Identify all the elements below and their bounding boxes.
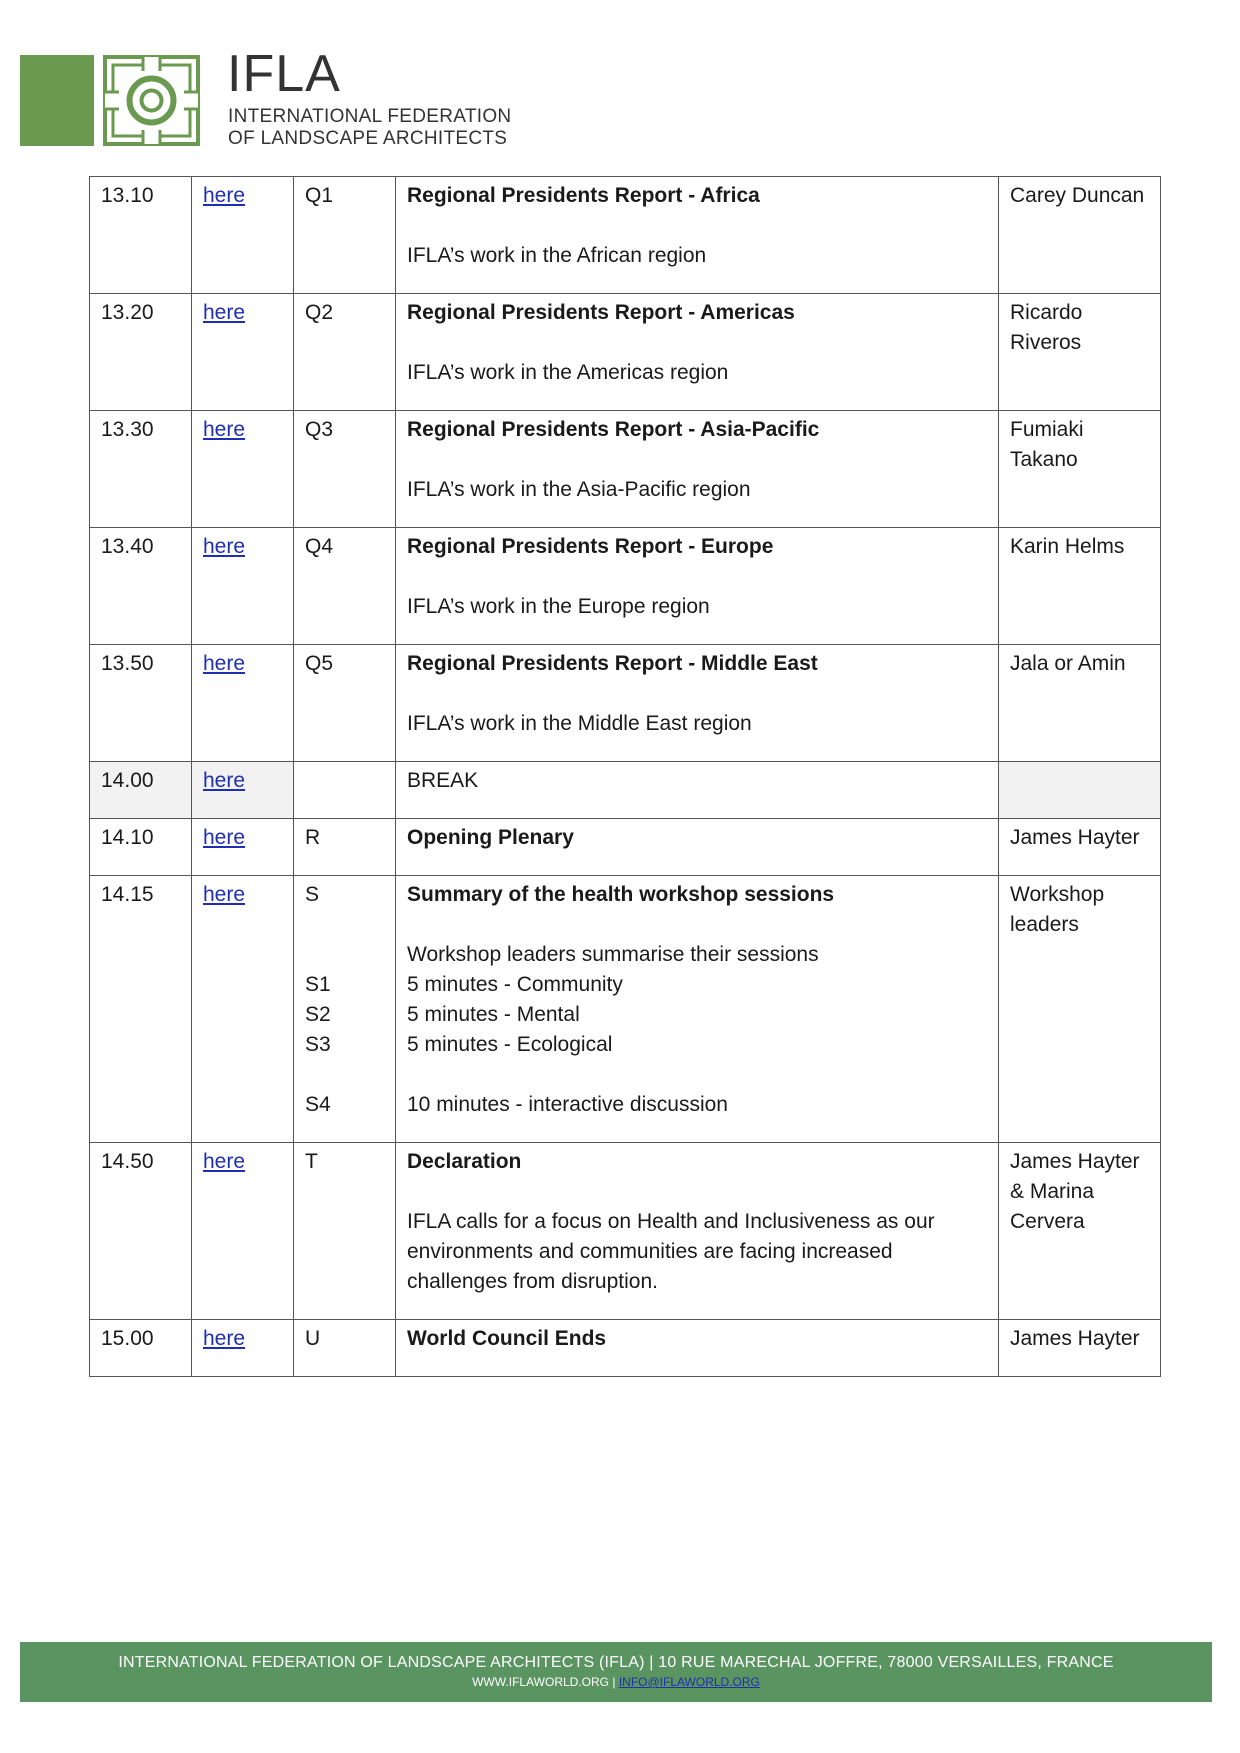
item-title: Regional Presidents Report - Americas [407,301,795,324]
time-cell: 15.00 [90,1320,192,1377]
item-description: IFLA’s work in the African region [407,244,707,267]
presenter-cell: James Hayter & Marina Cervera [999,1143,1161,1320]
presenter-cell: James Hayter [999,819,1161,876]
code-cell [294,762,396,819]
subcode: S4 [305,1093,331,1116]
item-cell [396,294,999,411]
subitem: 5 minutes - Mental [407,1003,580,1026]
agenda-row [90,294,1161,411]
code-cell: T [294,1143,396,1320]
time-cell: 13.20 [90,294,192,411]
item-cell [396,645,999,762]
footer-address: INTERNATIONAL FEDERATION OF LANDSCAPE ARCHITECTS (IFLA) | 10 RUE MARECHAL JOFFRE, 78000 VERSAILLES, FRANCE [118,1654,1114,1671]
time-cell: 13.40 [90,528,192,645]
item-description: Workshop leaders summarise their sessions [407,943,819,966]
time-cell: 14.15 [90,876,192,1143]
item-cell [396,411,999,528]
time-cell: 14.50 [90,1143,192,1320]
here-link[interactable]: here [203,1150,246,1173]
logo-color-block [20,55,94,146]
here-link[interactable]: here [203,652,246,675]
item-cell [396,1320,999,1377]
here-link[interactable]: here [203,769,246,792]
item-title: Summary of the health workshop sessions [407,883,835,906]
here-link[interactable]: here [203,883,246,906]
agenda-row-break [90,762,1161,819]
agenda-row [90,645,1161,762]
presenter-cell: Ricardo Riveros [999,294,1161,411]
footer-email-link[interactable]: INFO@IFLAWORLD.ORG [618,1675,760,1689]
item-cell [396,819,999,876]
code-cell: U [294,1320,396,1377]
item-description: IFLA’s work in the Middle East region [407,712,752,735]
logo-title: IFLA [227,45,341,103]
footer-separator: | [612,1675,616,1689]
logo-subtitle [228,106,511,150]
code-cell: R [294,819,396,876]
here-link[interactable]: here [203,1327,246,1350]
here-link[interactable]: here [203,184,246,207]
item-cell [396,177,999,294]
item-title: Regional Presidents Report - Europe [407,535,774,558]
here-link[interactable]: here [203,301,246,324]
agenda-row [90,411,1161,528]
page-footer [20,1642,1212,1702]
presenter-cell [999,762,1161,819]
time-cell: 14.00 [90,762,192,819]
item-title: BREAK [407,769,479,792]
agenda-row [90,528,1161,645]
item-description: IFLA’s work in the Americas region [407,361,729,384]
subitem: 5 minutes - Community [407,973,623,996]
code-main: S [305,883,320,906]
item-title: Regional Presidents Report - Middle East [407,652,818,675]
time-cell: 13.50 [90,645,192,762]
subitem: 5 minutes - Ecological [407,1033,613,1056]
item-title: Declaration [407,1150,522,1173]
time-cell: 13.30 [90,411,192,528]
presenter-cell: Fumiaki Takano [999,411,1161,528]
agenda-table [89,176,1161,1377]
item-description: IFLA’s work in the Asia-Pacific region [407,478,751,501]
subcode: S1 [305,973,331,996]
code-cell: Q4 [294,528,396,645]
time-cell: 13.10 [90,177,192,294]
logo-subtitle-line-2: OF LANDSCAPE ARCHITECTS [228,128,508,149]
code-cell: Q1 [294,177,396,294]
item-description: IFLA calls for a focus on Health and Inclusiveness as our environments and communities are facing increased challenges from disruption. [407,1210,935,1293]
item-title: Regional Presidents Report - Africa [407,184,760,207]
presenter-cell: Workshop leaders [999,876,1161,1143]
presenter-cell: James Hayter [999,1320,1161,1377]
agenda-row [90,876,1161,1143]
footer-contact [20,1675,1212,1689]
code-cell [294,876,396,1143]
presenter-cell: Karin Helms [999,528,1161,645]
ifla-logo-icon [103,55,200,146]
presenter-cell: Carey Duncan [999,177,1161,294]
item-title: World Council Ends [407,1327,607,1350]
item-title: Opening Plenary [407,826,574,849]
item-cell [396,762,999,819]
item-title: Regional Presidents Report - Asia-Pacific [407,418,820,441]
item-cell [396,528,999,645]
here-link[interactable]: here [203,418,246,441]
presenter-cell: Jala or Amin [999,645,1161,762]
here-link[interactable]: here [203,826,246,849]
time-cell: 14.10 [90,819,192,876]
item-cell [396,1143,999,1320]
agenda-row [90,177,1161,294]
code-cell: Q3 [294,411,396,528]
subitem: 10 minutes - interactive discussion [407,1093,728,1116]
agenda-row [90,819,1161,876]
footer-website: WWW.IFLAWORLD.ORG [472,1675,609,1689]
code-cell: Q2 [294,294,396,411]
subcode: S2 [305,1003,331,1026]
subcode: S3 [305,1033,331,1056]
agenda-row [90,1143,1161,1320]
logo-subtitle-line-1: INTERNATIONAL FEDERATION [228,106,512,127]
agenda-row [90,1320,1161,1377]
item-description: IFLA’s work in the Europe region [407,595,710,618]
here-link[interactable]: here [203,535,246,558]
code-cell: Q5 [294,645,396,762]
item-cell [396,876,999,1143]
